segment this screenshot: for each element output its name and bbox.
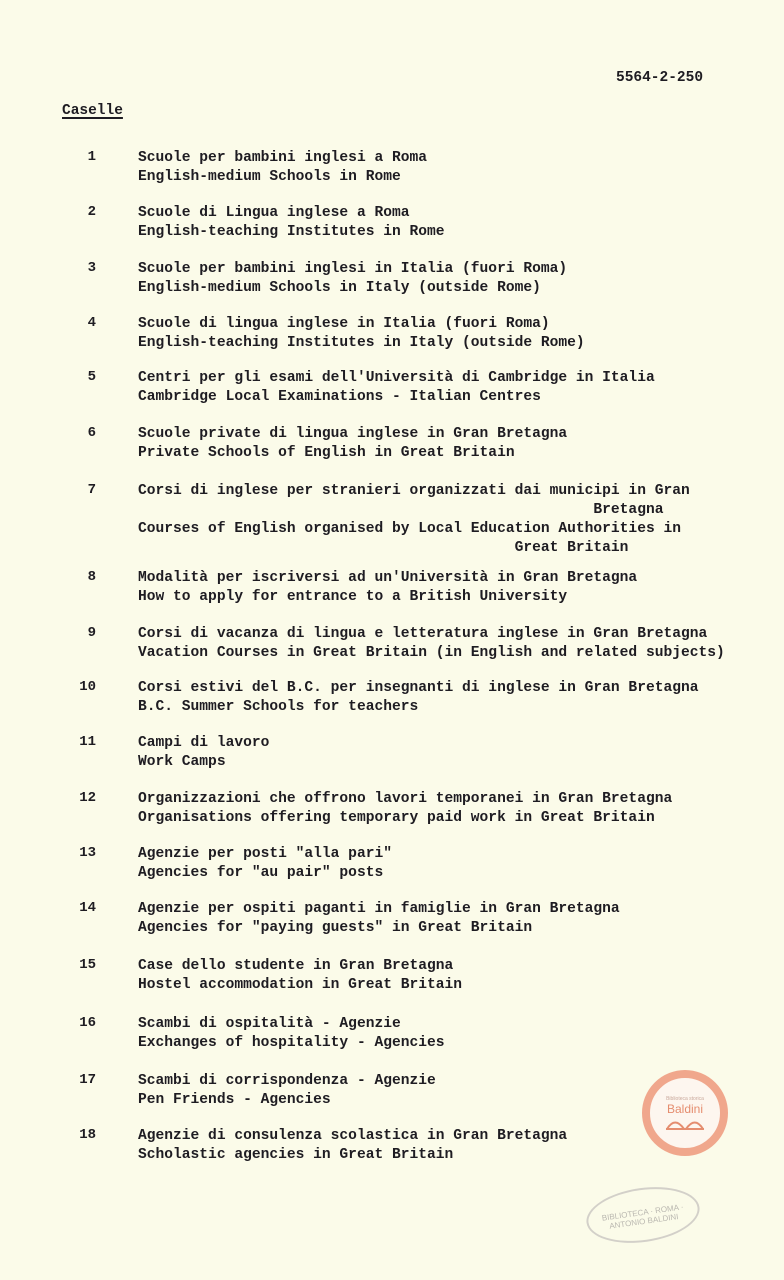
entry-line: Scuole di lingua inglese in Italia (fuori Roma) [138,316,550,332]
entry-line: Hostel accommodation in Great Britain [138,977,463,993]
entry-number: 17 [79,1072,96,1088]
entry-line: Work Camps [138,754,226,770]
entry-number: 1 [87,149,96,165]
entry-line: Case dello studente in Gran Bretagna [138,958,454,974]
entry-text [138,1015,445,1053]
entry-line: How to apply for entrance to a British University [138,589,568,605]
entry-line: Scuole private di lingua inglese in Gran Bretagna [138,426,568,442]
entry-line: Corsi di vacanza di lingua e letteratura inglese in Gran Bretagna [138,626,708,642]
entry-line: Organisations offering temporary paid work in Great Britain [138,810,655,826]
entry-line: English-medium Schools in Rome [138,169,401,185]
entry-line: Scuole per bambini inglesi a Roma [138,150,428,166]
entry-number: 14 [79,900,96,916]
entry-text [138,1127,567,1165]
entry-line: Scambi di ospitalità - Agenzie [138,1016,401,1032]
entry-line: Great Britain [138,540,629,556]
entry-text [138,260,567,298]
entry-line: Agenzie di consulenza scolastica in Gran Bretagna [138,1128,568,1144]
entry-line: Campi di lavoro [138,735,270,751]
entry-line: English-teaching Institutes in Italy (outside Rome) [138,335,585,351]
entry-text [138,569,637,607]
entry-number: 2 [87,204,96,220]
entry-number: 9 [87,625,96,641]
logo-small-text: Biblioteca storica [666,1096,704,1102]
entry-number: 15 [79,957,96,973]
logo-name: Baldini [666,1102,704,1116]
stamp-text: BIBLIOTECA · ROMA · ANTONIO BALDINI [601,1202,685,1231]
open-book-icon [665,1116,705,1130]
entry-text [138,369,655,407]
entry-line: Modalità per iscriversi ad un'Università in Gran Bretagna [138,570,638,586]
entry-text [138,845,392,883]
entry-number: 7 [87,482,96,498]
entry-text [138,315,585,353]
entry-line: English-medium Schools in Italy (outside Rome) [138,280,541,296]
entry-line: Pen Friends - Agencies [138,1092,331,1108]
library-logo [642,1070,728,1156]
entry-line: Organizzazioni che offrono lavori temporanei in Gran Bretagna [138,791,673,807]
entry-line: Agenzie per posti "alla pari" [138,846,392,862]
entry-text [138,790,672,828]
entry-text [138,734,269,772]
entry-text [138,957,462,995]
entry-text [138,679,699,717]
entry-line: Agencies for "paying guests" in Great Britain [138,920,533,936]
entry-number: 16 [79,1015,96,1031]
library-stamp [583,1180,703,1249]
entry-line: Exchanges of hospitality - Agencies [138,1035,445,1051]
entry-line: Bretagna [138,502,664,518]
entry-number: 12 [79,790,96,806]
entry-text [138,204,445,242]
document-reference: 5564-2-250 [616,70,704,86]
entry-number: 6 [87,425,96,441]
entry-line: Vacation Courses in Great Britain (in English and related subjects) [138,645,725,661]
entry-text [138,1072,436,1110]
entry-line: Corsi di inglese per stranieri organizzati dai municipi in Gran [138,483,690,499]
entry-number: 13 [79,845,96,861]
entry-line: Agenzie per ospiti paganti in famiglie in Gran Bretagna [138,901,620,917]
section-heading: Caselle [62,103,123,119]
entry-line: Scambi di corrispondenza - Agenzie [138,1073,436,1089]
entry-number: 4 [87,315,96,331]
entry-line: Scuole per bambini inglesi in Italia (fuori Roma) [138,261,568,277]
entry-line: Corsi estivi del B.C. per insegnanti di inglese in Gran Bretagna [138,680,699,696]
entry-line: Centri per gli esami dell'Università di Cambridge in Italia [138,370,655,386]
entry-line: Courses of English organised by Local Education Authorities in [138,521,681,537]
entry-number: 18 [79,1127,96,1143]
entry-number: 8 [87,569,96,585]
entry-text [138,625,725,663]
entry-number: 10 [79,679,96,695]
entry-line: B.C. Summer Schools for teachers [138,699,419,715]
entry-line: Scholastic agencies in Great Britain [138,1147,454,1163]
entry-line: Agencies for "au pair" posts [138,865,384,881]
entry-number: 3 [87,260,96,276]
entry-number: 5 [87,369,96,385]
entry-line: Scuole di Lingua inglese a Roma [138,205,410,221]
entry-line: Private Schools of English in Great Britain [138,445,515,461]
entry-line: Cambridge Local Examinations - Italian Centres [138,389,541,405]
entry-text [138,425,567,463]
entry-text [138,900,620,938]
entry-number: 11 [79,734,96,750]
entry-line: English-teaching Institutes in Rome [138,224,445,240]
entry-text [138,482,690,558]
entry-text [138,149,427,187]
